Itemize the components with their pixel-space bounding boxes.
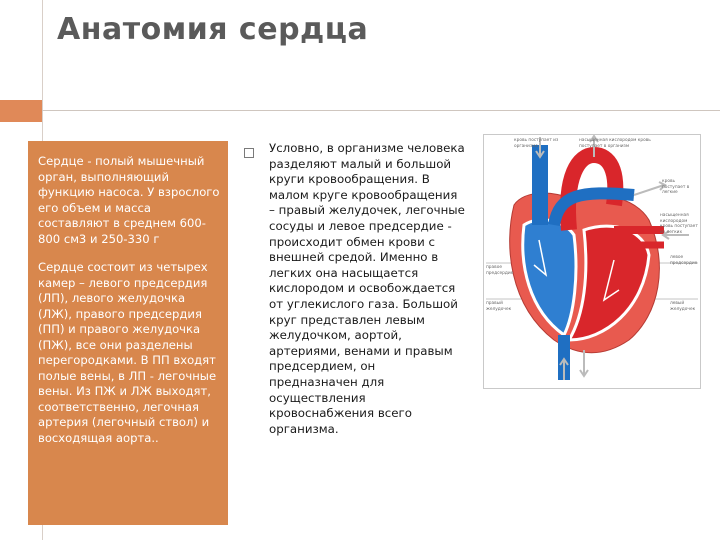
left-paragraph-1: Сердце - полый мышечный орган, выполняющий функцию насоса. У взрослого его объем и масса составляют в среднем 600-800 см3 и 250-330 г bbox=[38, 154, 220, 246]
arrow-icon bbox=[634, 182, 665, 195]
heart-illustration bbox=[484, 135, 700, 388]
diagram-label: кровь поступает из организма bbox=[514, 138, 559, 149]
horizontal-rule bbox=[42, 110, 720, 111]
bullet-icon bbox=[244, 148, 254, 158]
right-chambers bbox=[523, 220, 576, 335]
accent-bar bbox=[0, 100, 42, 122]
main-paragraph: Условно, в организме человека разделяют малый и большой круги кровообращения. В малом круге кровообращения – правый желудочек, легочные сосуды и левое предсердие - происходит обмен крови с внешней средой. Именно в легких она насыщается кислородом и освобождается от углекислого газа. Большой круг представлен левым желудочком, аортой, артериями, венами и правым предсердием, он предназначен для осуществления кровоснабжения всего организма. bbox=[269, 141, 465, 436]
left-paragraph-2: Сердце состоит из четырех камер – левого предсердия (ЛП), левого желудочка (ЛЖ), правого предсердия (ПП) и правого желудочка (ПЖ), все они разделены перегородками. В ПП входят полые вены, в ЛП - легочные вены. Из ПЖ и ЛЖ выходят, соответственно, легочная артерия (легочный ствол) и восходящая аорта.. bbox=[38, 260, 217, 445]
arrow-icon bbox=[580, 350, 588, 376]
heart-diagram bbox=[483, 134, 701, 389]
diagram-label: правое предсердие bbox=[486, 265, 514, 276]
diagram-label: левый желудочек bbox=[670, 301, 696, 312]
diagram-label: насыщенная кислородом кровь поступает в организм bbox=[579, 138, 651, 149]
diagram-label: кровь поступает в легкие bbox=[662, 179, 690, 195]
left-panel-text bbox=[38, 154, 222, 459]
diagram-label: насыщенная кислородом кровь поступает из легких bbox=[660, 213, 698, 235]
diagram-label: левое предсердие bbox=[670, 255, 698, 266]
diagram-label: правый желудочек bbox=[486, 301, 512, 312]
slide-title: Анатомия сердца bbox=[57, 12, 369, 47]
